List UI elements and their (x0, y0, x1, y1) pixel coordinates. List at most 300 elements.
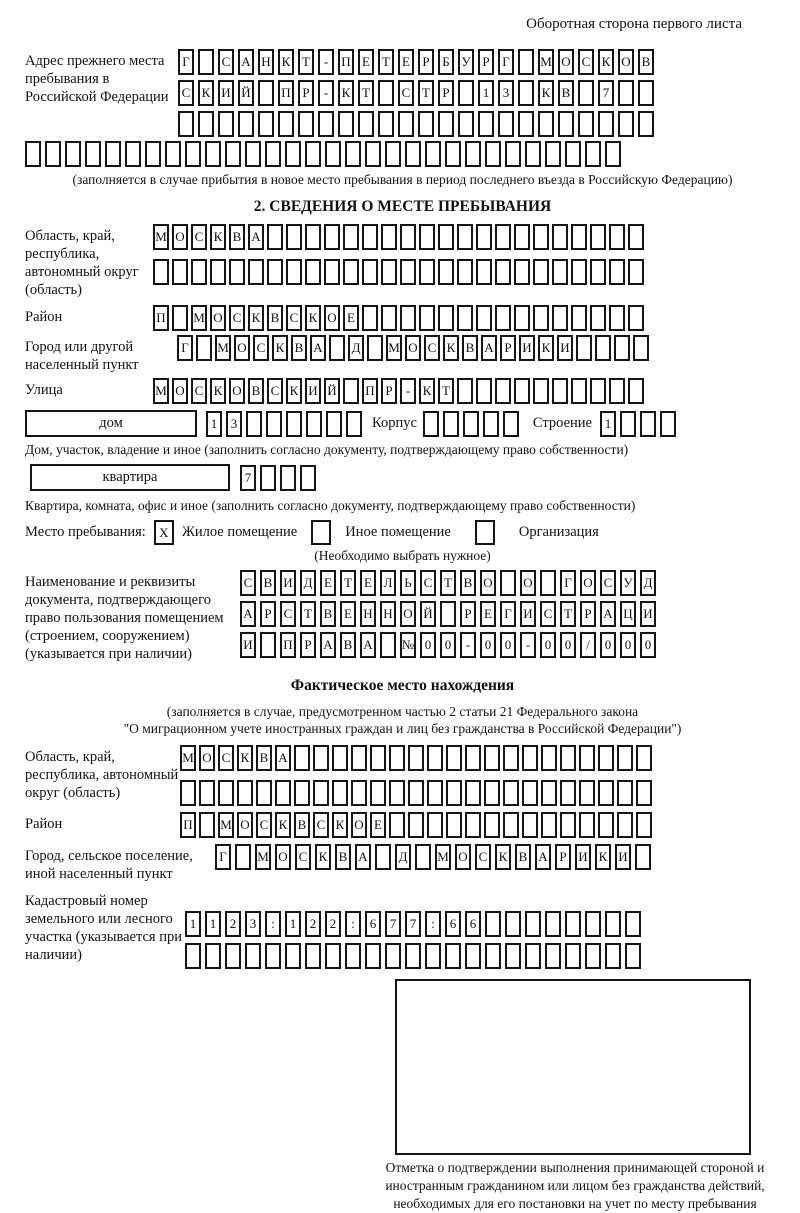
char-box[interactable] (458, 80, 474, 106)
char-box[interactable] (598, 745, 614, 771)
char-box[interactable] (443, 411, 459, 437)
char-box[interactable] (446, 812, 462, 838)
char-box[interactable] (145, 141, 161, 167)
char-box[interactable] (457, 224, 473, 250)
char-box[interactable] (375, 844, 391, 870)
char-box[interactable]: М (386, 335, 402, 361)
char-box[interactable]: М (435, 844, 451, 870)
char-box[interactable] (514, 224, 530, 250)
char-box[interactable]: П (362, 378, 378, 404)
char-box[interactable] (571, 378, 587, 404)
char-box[interactable]: Р (300, 632, 316, 658)
char-box[interactable]: Т (418, 80, 434, 106)
char-box[interactable] (465, 812, 481, 838)
char-box[interactable] (522, 745, 538, 771)
char-box[interactable]: О (580, 570, 596, 596)
char-box[interactable] (400, 224, 416, 250)
char-box[interactable]: Р (260, 601, 276, 627)
char-box[interactable]: К (275, 812, 291, 838)
char-box[interactable] (514, 378, 530, 404)
char-box[interactable] (514, 259, 530, 285)
char-box[interactable]: О (172, 378, 188, 404)
char-box[interactable] (225, 141, 241, 167)
char-box[interactable]: К (198, 80, 214, 106)
char-box[interactable]: Р (580, 601, 596, 627)
char-box[interactable] (343, 259, 359, 285)
char-box[interactable] (380, 632, 396, 658)
char-box[interactable] (199, 780, 215, 806)
char-box[interactable] (85, 141, 101, 167)
char-box[interactable]: П (153, 305, 169, 331)
char-box[interactable]: 1 (285, 911, 301, 937)
char-box[interactable]: А (481, 335, 497, 361)
char-box[interactable] (533, 305, 549, 331)
char-box[interactable]: Д (300, 570, 316, 596)
char-box[interactable]: Р (460, 601, 476, 627)
char-box[interactable] (389, 745, 405, 771)
char-box[interactable]: М (215, 335, 231, 361)
char-box[interactable] (351, 780, 367, 806)
char-box[interactable] (351, 745, 367, 771)
char-box[interactable] (445, 943, 461, 969)
char-box[interactable] (365, 141, 381, 167)
char-box[interactable] (65, 141, 81, 167)
char-box[interactable]: К (538, 80, 554, 106)
char-box[interactable] (246, 411, 262, 437)
char-box[interactable] (485, 141, 501, 167)
char-box[interactable]: Н (380, 601, 396, 627)
char-box[interactable] (324, 259, 340, 285)
char-box[interactable] (367, 335, 383, 361)
char-box[interactable]: Н (360, 601, 376, 627)
char-box[interactable] (298, 111, 314, 137)
char-box[interactable] (267, 224, 283, 250)
char-box[interactable] (446, 780, 462, 806)
char-box[interactable]: И (218, 80, 234, 106)
char-box[interactable] (405, 943, 421, 969)
char-box[interactable]: Е (398, 49, 414, 75)
char-box[interactable] (381, 224, 397, 250)
char-box[interactable] (476, 305, 492, 331)
char-box[interactable]: И (640, 601, 656, 627)
char-box[interactable] (286, 224, 302, 250)
char-box[interactable] (541, 780, 557, 806)
char-box[interactable]: О (275, 844, 291, 870)
char-box[interactable]: Р (478, 49, 494, 75)
char-box[interactable]: К (210, 378, 226, 404)
char-box[interactable] (265, 943, 281, 969)
char-box[interactable]: А (320, 632, 336, 658)
char-box[interactable]: С (191, 378, 207, 404)
char-box[interactable] (362, 259, 378, 285)
char-box[interactable]: П (180, 812, 196, 838)
char-box[interactable]: Т (378, 49, 394, 75)
char-box[interactable]: - (400, 378, 416, 404)
char-box[interactable] (185, 141, 201, 167)
char-box[interactable]: 0 (620, 632, 636, 658)
char-box[interactable]: К (210, 224, 226, 250)
char-box[interactable] (565, 911, 581, 937)
char-box[interactable] (440, 601, 456, 627)
char-box[interactable]: В (462, 335, 478, 361)
char-box[interactable] (419, 305, 435, 331)
char-box[interactable]: 0 (640, 632, 656, 658)
char-box[interactable] (609, 305, 625, 331)
char-box[interactable]: С (191, 224, 207, 250)
char-box[interactable] (235, 844, 251, 870)
char-box[interactable] (165, 141, 181, 167)
char-box[interactable]: Т (298, 49, 314, 75)
char-box[interactable] (346, 411, 362, 437)
char-box[interactable] (345, 943, 361, 969)
char-box[interactable] (385, 943, 401, 969)
char-box[interactable] (305, 943, 321, 969)
char-box[interactable] (25, 141, 41, 167)
char-box[interactable] (465, 745, 481, 771)
char-box[interactable]: Е (343, 305, 359, 331)
char-box[interactable]: У (620, 570, 636, 596)
char-box[interactable]: О (480, 570, 496, 596)
char-box[interactable] (324, 224, 340, 250)
char-box[interactable] (237, 780, 253, 806)
char-box[interactable] (598, 780, 614, 806)
char-box[interactable]: И (615, 844, 631, 870)
char-box[interactable] (427, 780, 443, 806)
char-box[interactable]: Д (640, 570, 656, 596)
char-box[interactable]: М (255, 844, 271, 870)
char-box[interactable] (576, 335, 592, 361)
char-box[interactable] (457, 305, 473, 331)
char-box[interactable] (614, 335, 630, 361)
char-box[interactable] (198, 111, 214, 137)
char-box[interactable] (505, 911, 521, 937)
char-box[interactable] (495, 224, 511, 250)
char-box[interactable]: В (267, 305, 283, 331)
char-box[interactable]: Т (340, 570, 356, 596)
char-box[interactable]: Г (178, 49, 194, 75)
char-box[interactable]: И (240, 632, 256, 658)
char-box[interactable]: Ь (400, 570, 416, 596)
char-box[interactable] (500, 570, 516, 596)
char-box[interactable] (533, 224, 549, 250)
char-box[interactable] (465, 780, 481, 806)
char-box[interactable]: 0 (480, 632, 496, 658)
char-box[interactable] (640, 411, 656, 437)
char-box[interactable] (408, 745, 424, 771)
char-box[interactable] (408, 780, 424, 806)
char-box[interactable] (552, 224, 568, 250)
char-box[interactable]: № (400, 632, 416, 658)
char-box[interactable] (585, 911, 601, 937)
char-box[interactable]: В (294, 812, 310, 838)
char-box[interactable]: С (540, 601, 556, 627)
char-box[interactable] (605, 943, 621, 969)
char-box[interactable] (541, 812, 557, 838)
char-box[interactable]: 7 (240, 465, 256, 491)
char-box[interactable] (305, 259, 321, 285)
char-box[interactable] (636, 812, 652, 838)
char-box[interactable] (378, 111, 394, 137)
char-box[interactable] (485, 911, 501, 937)
char-box[interactable] (595, 335, 611, 361)
char-box[interactable] (522, 812, 538, 838)
char-box[interactable] (578, 80, 594, 106)
char-box[interactable]: С (420, 570, 436, 596)
char-box[interactable] (362, 305, 378, 331)
char-box[interactable] (300, 465, 316, 491)
char-box[interactable]: О (324, 305, 340, 331)
char-box[interactable]: К (595, 844, 611, 870)
char-box[interactable] (446, 745, 462, 771)
char-box[interactable] (245, 141, 261, 167)
char-box[interactable] (628, 259, 644, 285)
apartment-type-box[interactable]: квартира (30, 464, 230, 491)
char-box[interactable] (389, 812, 405, 838)
char-box[interactable]: С (475, 844, 491, 870)
char-box[interactable] (153, 259, 169, 285)
char-box[interactable] (598, 812, 614, 838)
char-box[interactable] (362, 224, 378, 250)
char-box[interactable]: Т (358, 80, 374, 106)
char-box[interactable]: 1 (478, 80, 494, 106)
char-box[interactable]: Б (438, 49, 454, 75)
char-box[interactable]: 2 (305, 911, 321, 937)
char-box[interactable]: С (295, 844, 311, 870)
char-box[interactable] (633, 335, 649, 361)
char-box[interactable] (484, 780, 500, 806)
char-box[interactable] (483, 411, 499, 437)
char-box[interactable]: Д (395, 844, 411, 870)
char-box[interactable]: 3 (226, 411, 242, 437)
char-box[interactable]: Д (348, 335, 364, 361)
char-box[interactable] (533, 259, 549, 285)
char-box[interactable] (218, 780, 234, 806)
char-box[interactable] (620, 411, 636, 437)
char-box[interactable] (260, 465, 276, 491)
char-box[interactable]: О (351, 812, 367, 838)
char-box[interactable]: А (275, 745, 291, 771)
char-box[interactable]: П (280, 632, 296, 658)
char-box[interactable]: 7 (405, 911, 421, 937)
char-box[interactable] (258, 111, 274, 137)
char-box[interactable]: К (419, 378, 435, 404)
char-box[interactable]: О (229, 378, 245, 404)
char-box[interactable]: 2 (325, 911, 341, 937)
char-box[interactable]: В (515, 844, 531, 870)
char-box[interactable] (565, 943, 581, 969)
char-box[interactable]: С (280, 601, 296, 627)
char-box[interactable] (518, 80, 534, 106)
char-box[interactable]: 7 (598, 80, 614, 106)
char-box[interactable]: А (238, 49, 254, 75)
char-box[interactable]: Е (370, 812, 386, 838)
char-box[interactable] (260, 632, 276, 658)
char-box[interactable] (405, 141, 421, 167)
char-box[interactable] (325, 943, 341, 969)
char-box[interactable]: В (229, 224, 245, 250)
char-box[interactable] (325, 141, 341, 167)
char-box[interactable]: Р (500, 335, 516, 361)
char-box[interactable] (609, 224, 625, 250)
char-box[interactable] (198, 49, 214, 75)
char-box[interactable]: Й (324, 378, 340, 404)
char-box[interactable]: 7 (385, 911, 401, 937)
char-box[interactable]: 6 (445, 911, 461, 937)
char-box[interactable]: 0 (600, 632, 616, 658)
char-box[interactable] (617, 780, 633, 806)
char-box[interactable]: М (538, 49, 554, 75)
char-box[interactable] (628, 305, 644, 331)
char-box[interactable]: В (256, 745, 272, 771)
char-box[interactable] (533, 378, 549, 404)
char-box[interactable] (438, 305, 454, 331)
char-box[interactable]: - (520, 632, 536, 658)
char-box[interactable] (605, 911, 621, 937)
char-box[interactable]: В (260, 570, 276, 596)
char-box[interactable] (585, 943, 601, 969)
char-box[interactable] (427, 745, 443, 771)
char-box[interactable]: 0 (440, 632, 456, 658)
char-box[interactable] (590, 305, 606, 331)
char-box[interactable]: Г (177, 335, 193, 361)
char-box[interactable]: К (237, 745, 253, 771)
char-box[interactable]: И (280, 570, 296, 596)
char-box[interactable] (545, 141, 561, 167)
char-box[interactable]: О (210, 305, 226, 331)
char-box[interactable]: С (398, 80, 414, 106)
char-box[interactable]: М (218, 812, 234, 838)
char-box[interactable]: О (199, 745, 215, 771)
char-box[interactable]: Т (438, 378, 454, 404)
char-box[interactable]: А (248, 224, 264, 250)
char-box[interactable]: Т (440, 570, 456, 596)
char-box[interactable] (105, 141, 121, 167)
char-box[interactable] (628, 378, 644, 404)
char-box[interactable]: П (278, 80, 294, 106)
char-box[interactable] (178, 111, 194, 137)
char-box[interactable] (571, 259, 587, 285)
stay-type-checkbox-residential[interactable]: X (154, 520, 174, 545)
char-box[interactable] (256, 780, 272, 806)
char-box[interactable]: К (443, 335, 459, 361)
char-box[interactable]: К (286, 378, 302, 404)
char-box[interactable]: О (172, 224, 188, 250)
char-box[interactable] (476, 259, 492, 285)
char-box[interactable] (522, 780, 538, 806)
char-box[interactable] (560, 812, 576, 838)
char-box[interactable] (370, 745, 386, 771)
char-box[interactable] (275, 780, 291, 806)
char-box[interactable] (332, 745, 348, 771)
char-box[interactable] (196, 335, 212, 361)
char-box[interactable] (313, 745, 329, 771)
char-box[interactable] (418, 111, 434, 137)
char-box[interactable] (458, 111, 474, 137)
char-box[interactable] (172, 305, 188, 331)
char-box[interactable]: С (267, 378, 283, 404)
char-box[interactable] (185, 943, 201, 969)
char-box[interactable]: 6 (365, 911, 381, 937)
char-box[interactable] (225, 943, 241, 969)
char-box[interactable] (370, 780, 386, 806)
char-box[interactable]: 0 (500, 632, 516, 658)
char-box[interactable] (505, 141, 521, 167)
char-box[interactable]: К (278, 49, 294, 75)
char-box[interactable]: Т (300, 601, 316, 627)
char-box[interactable] (585, 141, 601, 167)
char-box[interactable]: О (405, 335, 421, 361)
char-box[interactable] (258, 80, 274, 106)
char-box[interactable]: Р (418, 49, 434, 75)
char-box[interactable]: М (191, 305, 207, 331)
char-box[interactable] (285, 943, 301, 969)
char-box[interactable]: С (424, 335, 440, 361)
char-box[interactable] (617, 745, 633, 771)
char-box[interactable]: А (310, 335, 326, 361)
char-box[interactable]: / (580, 632, 596, 658)
char-box[interactable]: У (458, 49, 474, 75)
char-box[interactable] (425, 141, 441, 167)
char-box[interactable]: С (313, 812, 329, 838)
char-box[interactable] (505, 943, 521, 969)
char-box[interactable] (326, 411, 342, 437)
char-box[interactable] (618, 80, 634, 106)
char-box[interactable]: В (291, 335, 307, 361)
char-box[interactable]: 1 (600, 411, 616, 437)
char-box[interactable]: С (229, 305, 245, 331)
char-box[interactable] (45, 141, 61, 167)
char-box[interactable] (398, 111, 414, 137)
char-box[interactable] (560, 745, 576, 771)
char-box[interactable]: Е (480, 601, 496, 627)
char-box[interactable]: В (340, 632, 356, 658)
char-box[interactable] (514, 305, 530, 331)
char-box[interactable] (617, 812, 633, 838)
char-box[interactable] (498, 111, 514, 137)
char-box[interactable] (285, 141, 301, 167)
char-box[interactable] (294, 745, 310, 771)
char-box[interactable]: 6 (465, 911, 481, 937)
char-box[interactable] (625, 943, 641, 969)
char-box[interactable] (313, 780, 329, 806)
char-box[interactable] (590, 259, 606, 285)
char-box[interactable]: Р (438, 80, 454, 106)
char-box[interactable] (484, 745, 500, 771)
char-box[interactable] (343, 224, 359, 250)
stay-type-checkbox-other[interactable] (311, 520, 331, 545)
stay-type-checkbox-organization[interactable] (475, 520, 495, 545)
char-box[interactable]: Л (380, 570, 396, 596)
char-box[interactable] (266, 411, 282, 437)
char-box[interactable]: 1 (185, 911, 201, 937)
char-box[interactable]: - (318, 49, 334, 75)
char-box[interactable] (205, 943, 221, 969)
char-box[interactable] (609, 378, 625, 404)
char-box[interactable] (609, 259, 625, 285)
char-box[interactable] (286, 411, 302, 437)
char-box[interactable]: К (315, 844, 331, 870)
char-box[interactable] (191, 259, 207, 285)
char-box[interactable]: С (578, 49, 594, 75)
char-box[interactable] (425, 943, 441, 969)
char-box[interactable] (238, 111, 254, 137)
char-box[interactable] (210, 259, 226, 285)
char-box[interactable]: О (237, 812, 253, 838)
char-box[interactable]: К (305, 305, 321, 331)
char-box[interactable]: К (338, 80, 354, 106)
char-box[interactable] (541, 745, 557, 771)
char-box[interactable] (385, 141, 401, 167)
